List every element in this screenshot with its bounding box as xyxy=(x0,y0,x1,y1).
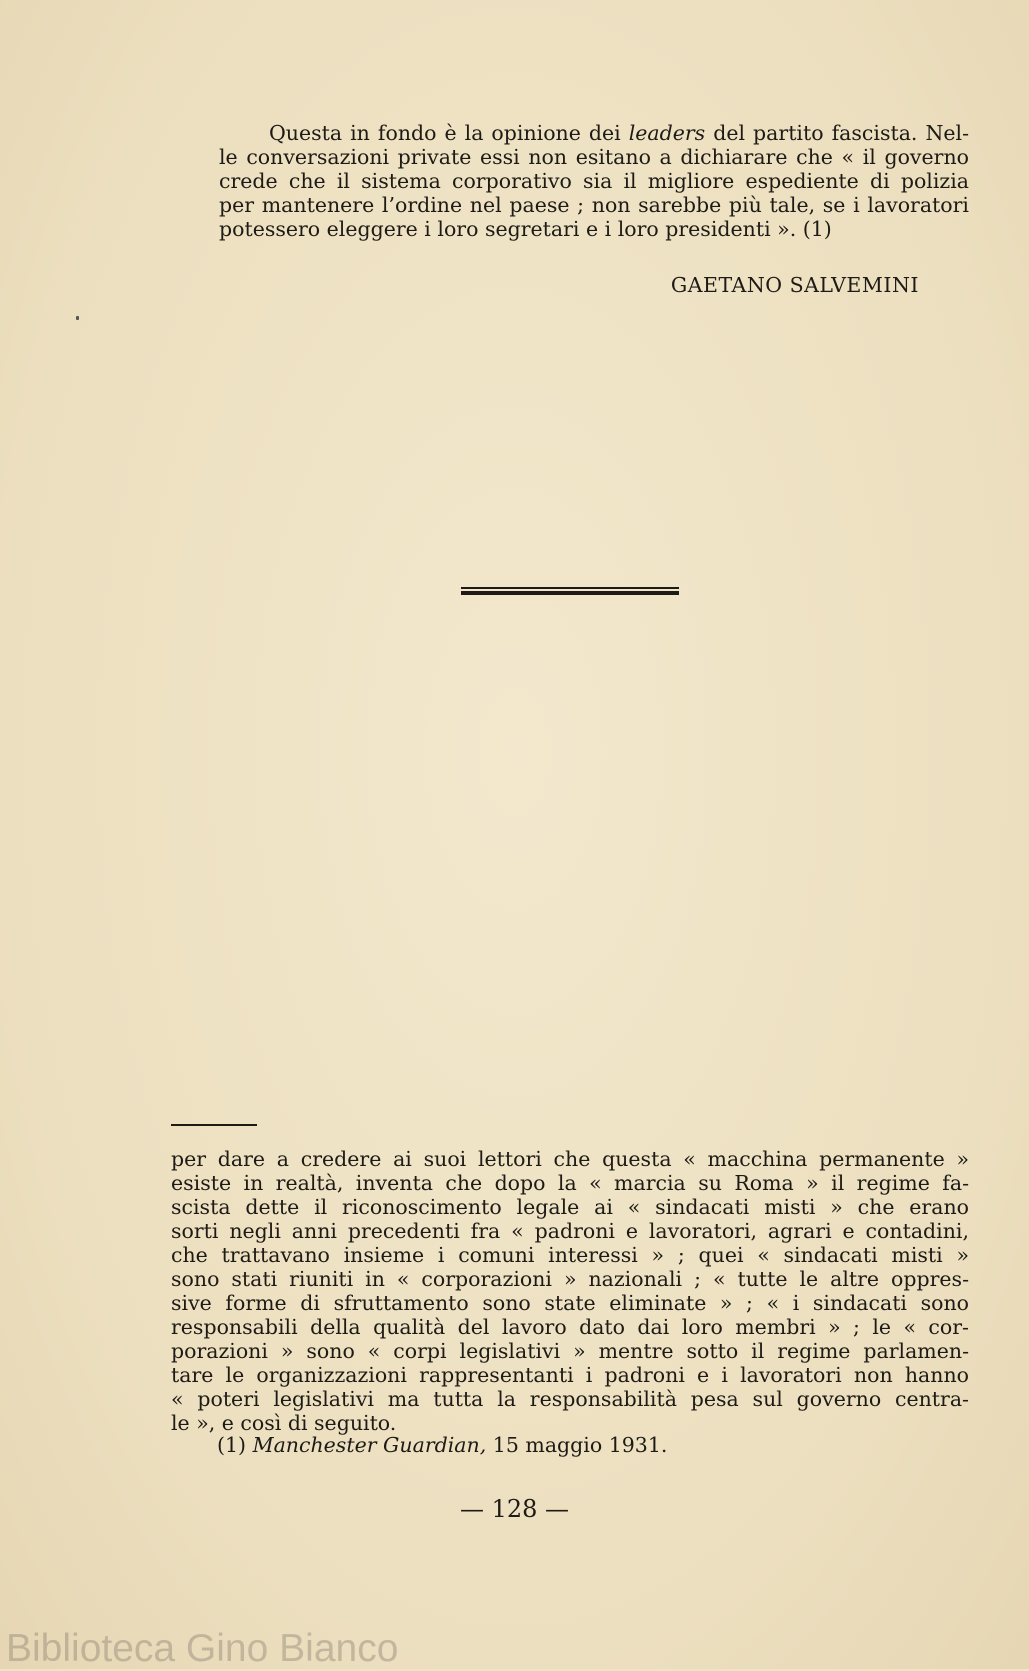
bottom-line-11: « poteri legislativi ma tutta la responsabilità pesa sul governo centra- xyxy=(171,1387,969,1411)
bottom-line-3: scista dette il riconoscimento legale ai « sindacati misti » che erano xyxy=(171,1195,969,1219)
top-line-3: crede che il sistema corporativo sia il migliore espediente di polizia xyxy=(219,169,969,193)
bottom-line-5: che trattavano insieme i comuni interessi » ; quei « sindacati misti » xyxy=(171,1243,969,1267)
footnote-rule xyxy=(171,1124,257,1126)
bottom-line-6: sono stati riuniti in « corporazioni » nazionali ; « tutte le altre oppres- xyxy=(171,1267,969,1291)
footnote-source: Manchester Guardian, xyxy=(252,1433,487,1457)
top-line-5: potessero eleggere i loro segretari e i loro presidenti ». (1) xyxy=(219,217,832,241)
top-line-2: le conversazioni private essi non esitano a dichiarare che « il governo xyxy=(219,145,969,169)
divider-thick-rule xyxy=(461,591,679,595)
bottom-line-1: per dare a credere ai suoi lettori che questa « macchina permanente » xyxy=(171,1147,969,1171)
bottom-paragraph xyxy=(171,1147,969,1435)
bottom-line-2: esiste in realtà, inventa che dopo la « marcia su Roma » il regime fa- xyxy=(171,1171,969,1195)
bottom-line-7: sive forme di sfruttamento sono state eliminate » ; « i sindacati sono xyxy=(171,1291,969,1315)
top-line-1: Questa in fondo è la opinione dei leaders del partito fascista. Nel- xyxy=(269,121,969,145)
bottom-line-12: le », e così di seguito. xyxy=(171,1411,397,1435)
bottom-line-10: tare le organizzazioni rappresentanti i padroni e i lavoratori non hanno xyxy=(171,1363,969,1387)
ink-speck xyxy=(76,316,79,320)
top-line-4: per mantenere l’ordine nel paese ; non sarebbe più tale, se i lavoratori xyxy=(219,193,969,217)
bottom-line-9: porazioni » sono « corpi legislativi » mentre sotto il regime parlamen- xyxy=(171,1339,969,1363)
footnote xyxy=(217,1433,667,1457)
footnote-date: 15 maggio 1931. xyxy=(492,1433,668,1457)
section-divider xyxy=(461,587,679,597)
author-signature: GAETANO SALVEMINI xyxy=(670,273,919,297)
library-watermark: Biblioteca Gino Bianco xyxy=(6,1627,399,1670)
bottom-line-8: responsabili della qualità del lavoro dato dai loro membri » ; le « cor- xyxy=(171,1315,969,1339)
top-paragraph xyxy=(171,121,969,241)
page-number: — 128 — xyxy=(459,1495,570,1523)
divider-thin-rule xyxy=(461,587,679,589)
leaders-italic: leaders xyxy=(628,121,706,145)
footnote-marker: (1) xyxy=(217,1433,247,1457)
bottom-line-4: sorti negli anni precedenti fra « padroni e lavoratori, agrari e contadini, xyxy=(171,1219,969,1243)
